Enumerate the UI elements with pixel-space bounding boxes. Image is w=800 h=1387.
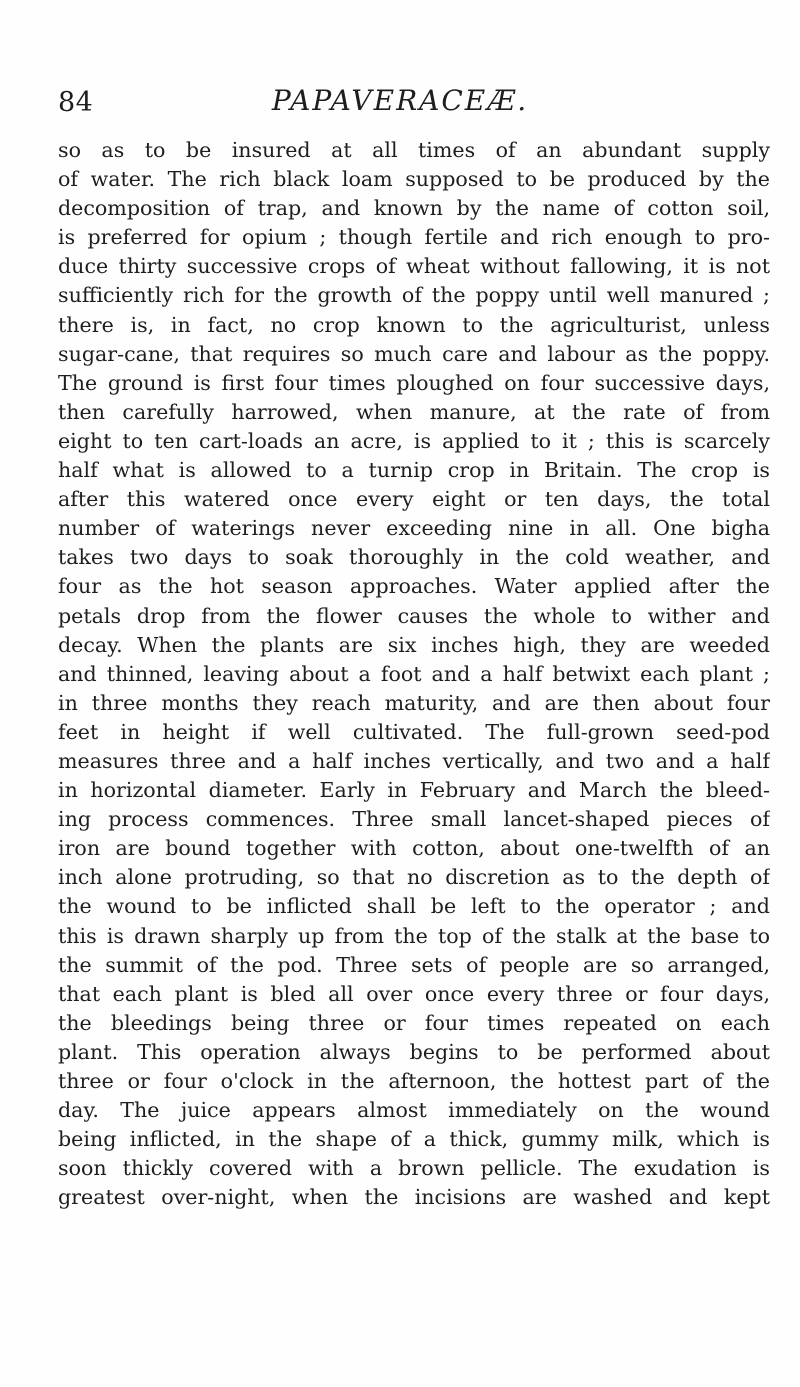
page-number: 84	[58, 87, 94, 118]
text-line: being inflicted, in the shape of a thick, gummy milk, which is	[58, 1127, 770, 1152]
text-line: the wound to be inflicted shall be left to the operator ; and	[58, 894, 770, 919]
text-line: eight to ten cart-loads an acre, is applied to it ; this is scarcely	[58, 428, 770, 453]
text-line: takes two days to soak thoroughly in the cold weather, and	[58, 545, 770, 570]
text-line: plant. This operation always begins to be performed about	[58, 1039, 770, 1064]
text-line: number of waterings never exceeding nine in all. One bigha	[58, 516, 770, 541]
text-line: four as the hot season approaches. Water applied after the	[58, 574, 770, 599]
text-line: and thinned, leaving about a foot and a half betwixt each plant ;	[58, 661, 770, 686]
text-line: is preferred for opium ; though fertile and rich enough to pro-	[58, 225, 770, 250]
text-line: inch alone protruding, so that no discretion as to the depth of	[58, 865, 770, 890]
text-line: the bleedings being three or four times repeated on each	[58, 1010, 770, 1035]
text-line: petals drop from the flower causes the whole to wither and	[58, 603, 770, 628]
text-line: in three months they reach maturity, and are then about four	[58, 690, 770, 715]
text-line: there is, in fact, no crop known to the agriculturist, unless	[58, 312, 770, 337]
text-line: measures three and a half inches vertically, and two and a half	[58, 748, 770, 773]
text-line: the summit of the pod. Three sets of people are so arranged,	[58, 952, 770, 977]
body-text	[58, 136, 770, 1212]
text-line: sufficiently rich for the growth of the poppy until well manured ;	[58, 283, 770, 308]
text-line: iron are bound together with cotton, about one-twelfth of an	[58, 836, 770, 861]
text-line: after this watered once every eight or ten days, the total	[58, 487, 770, 512]
text-line: feet in height if well cultivated. The full-grown seed-pod	[58, 719, 770, 744]
text-line: this is drawn sharply up from the top of the stalk at the base to	[58, 923, 770, 948]
running-head: PAPAVERACEÆ.	[271, 84, 529, 117]
text-line: three or four o'clock in the afternoon, the hottest part of the	[58, 1069, 770, 1093]
text-line: half what is allowed to a turnip crop in Britain. The crop is	[58, 458, 770, 483]
text-line: day. The juice appears almost immediately on the wound	[58, 1098, 770, 1123]
text-line: sugar-cane, that requires so much care and labour as the poppy.	[58, 341, 770, 366]
text-line: decomposition of trap, and known by the name of cotton soil,	[58, 196, 770, 221]
text-line: decay. When the plants are six inches high, they are weeded	[58, 632, 770, 657]
text-line: soon thickly covered with a brown pellicle. The exudation is	[58, 1156, 770, 1181]
text-line: duce thirty successive crops of wheat without fallowing, it is not	[58, 254, 770, 279]
text-line: then carefully harrowed, when manure, at the rate of from	[58, 399, 770, 424]
text-line: in horizontal diameter. Early in February and March the bleed-	[58, 778, 770, 803]
text-line: greatest over-night, when the incisions are washed and kept	[58, 1185, 770, 1210]
text-line: ing process commences. Three small lancet-shaped pieces of	[58, 807, 770, 832]
text-line: so as to be insured at all times of an abundant supply	[58, 138, 770, 162]
text-line: The ground is first four times ploughed on four successive days,	[58, 370, 770, 395]
text-line: that each plant is bled all over once every three or four days,	[58, 981, 770, 1006]
text-line: of water. The rich black loam supposed to be produced by the	[58, 167, 770, 192]
